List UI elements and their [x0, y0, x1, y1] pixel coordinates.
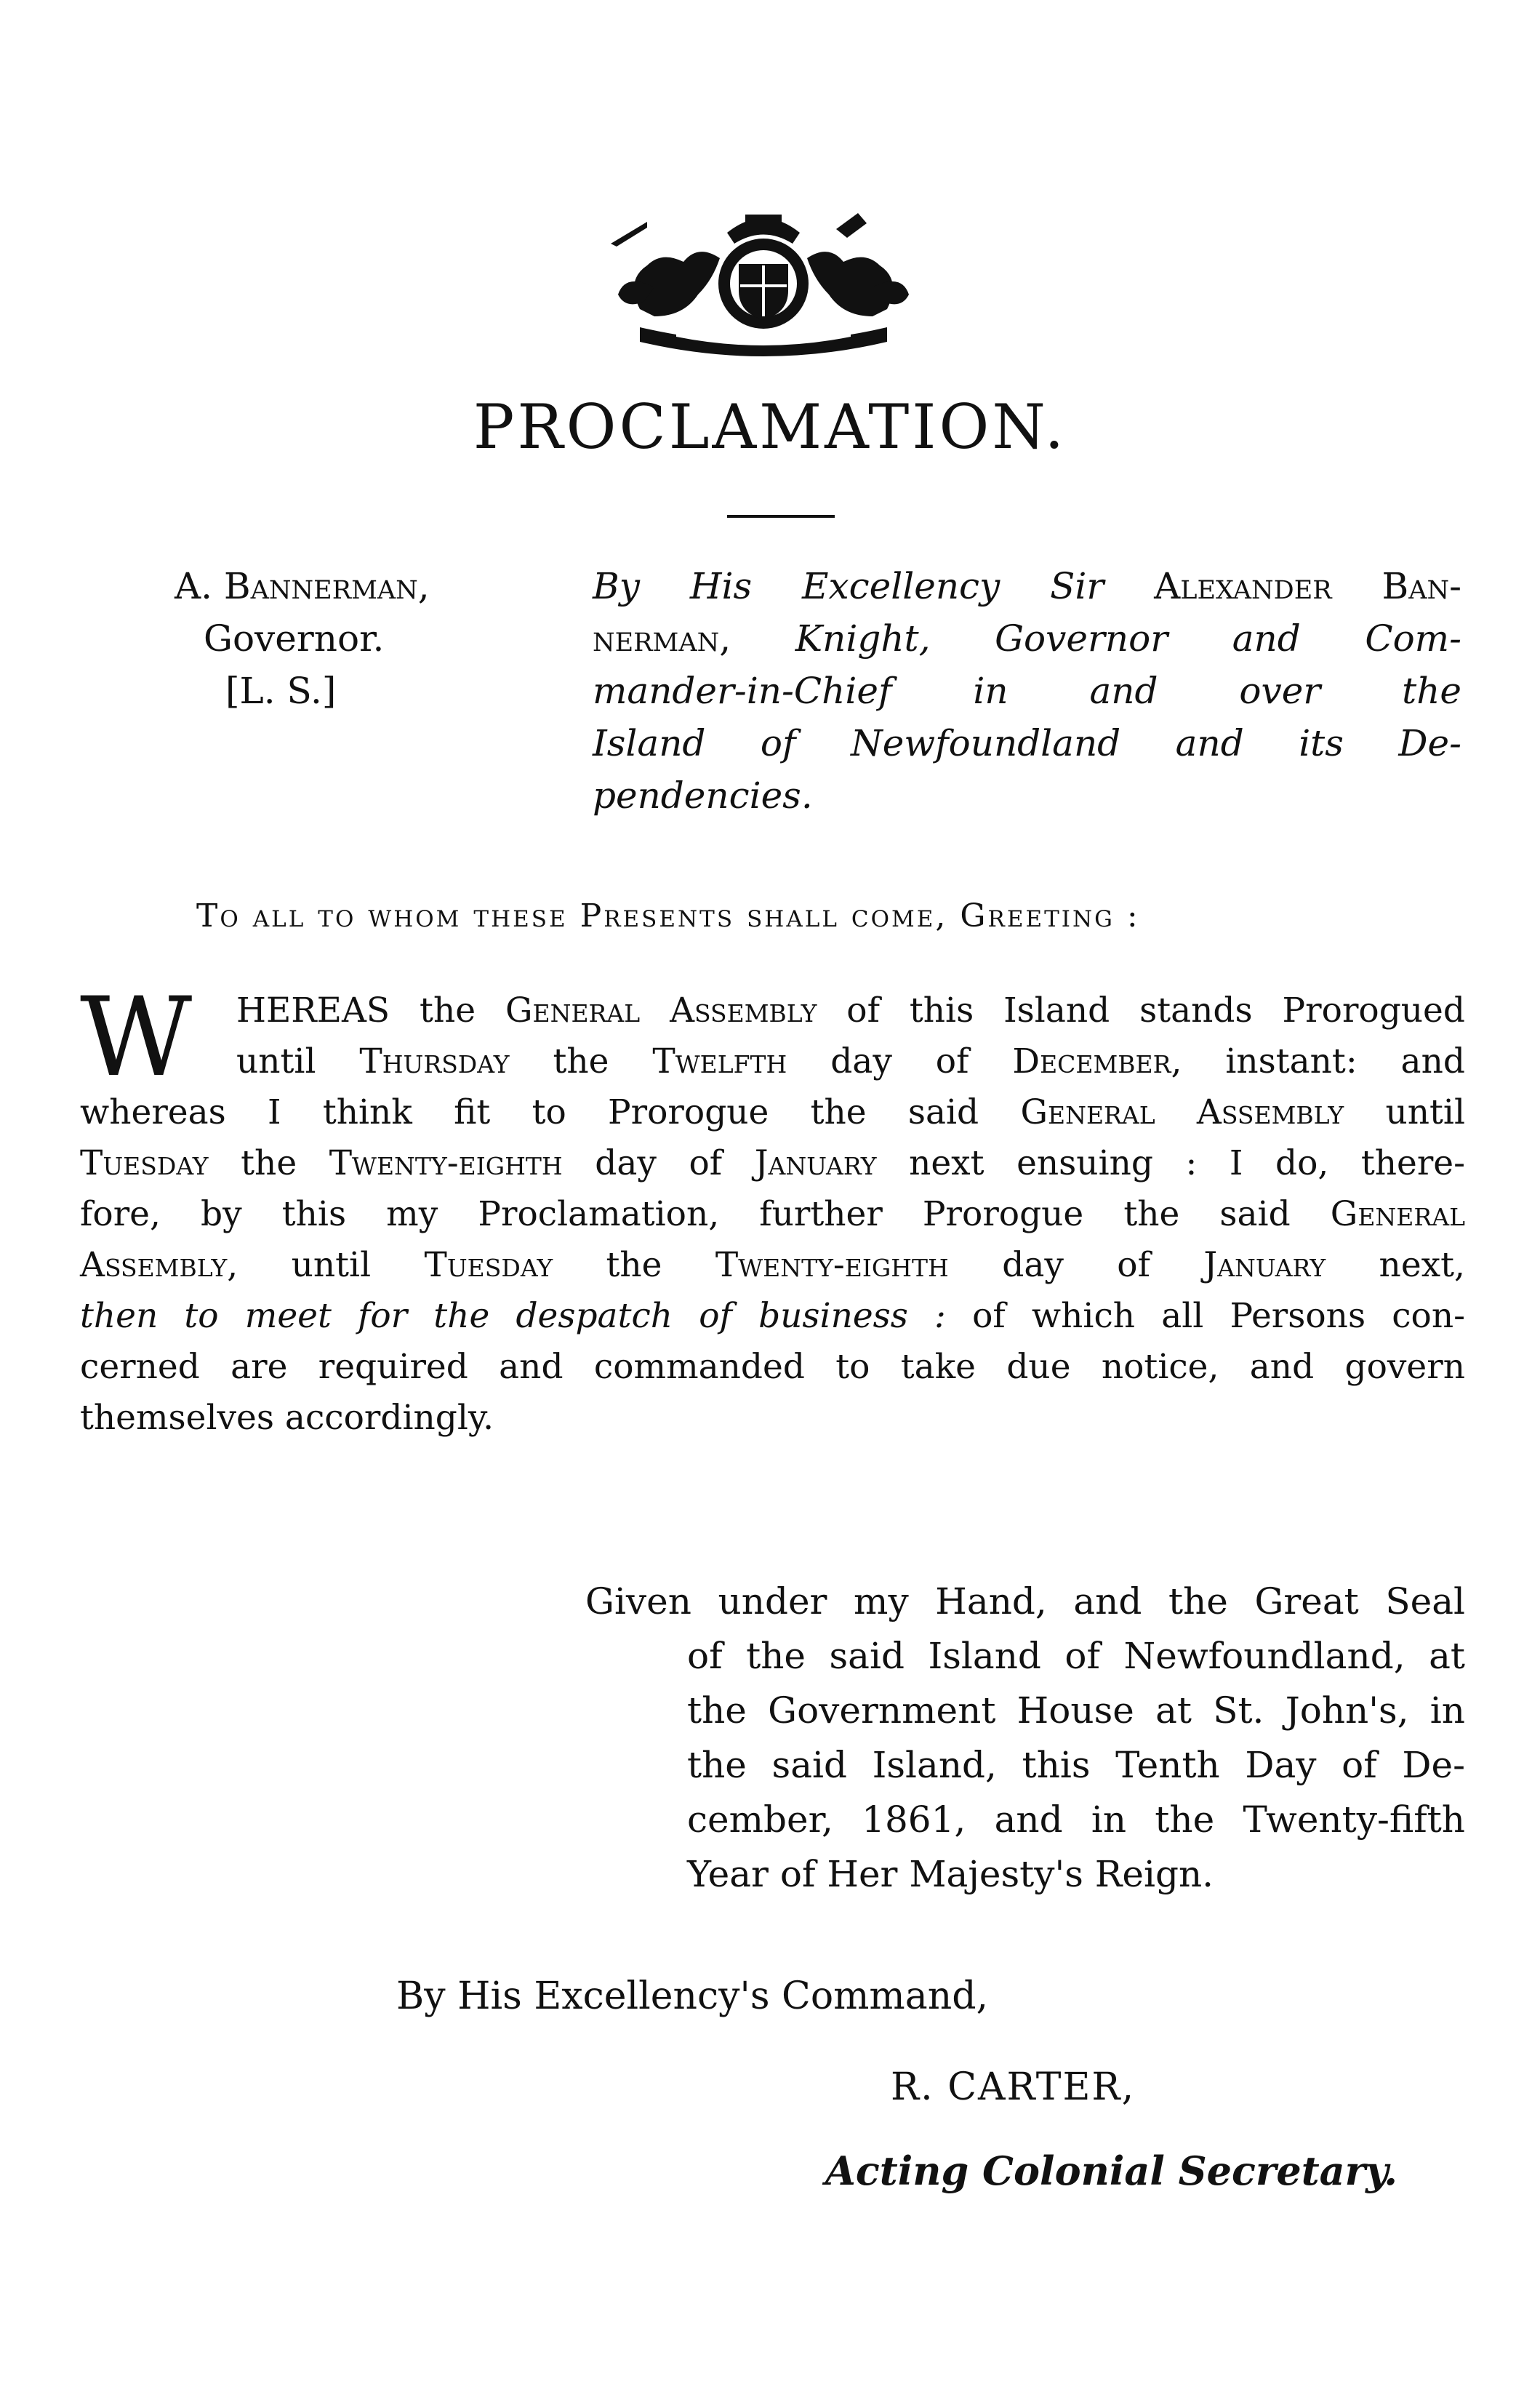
seal-mark: [L. S.] [225, 670, 337, 712]
given-line-6: Year of Her Majesty's Reign. [687, 1853, 1214, 1895]
command-line: By His Excellency's Command, [396, 1974, 989, 2018]
body-line-2: until Thursday the Twelfth day of December, instant: and [236, 1041, 1465, 1081]
royal-coat-of-arms-icon [596, 200, 931, 367]
body-line-7: then to meet for the despatch of business : of which all Persons con- [80, 1296, 1465, 1336]
governor-role: Governor. [204, 617, 385, 660]
body-line-9: themselves accordingly. [80, 1398, 494, 1438]
title-line-1: By His Excellency Sir Alexander Ban- [593, 565, 1461, 607]
signer-office: Acting Colonial Secretary. [825, 2148, 1398, 2194]
title-divider [727, 515, 835, 518]
title-line-5: pendencies. [593, 775, 813, 817]
title-line-4: Island of Newfoundland and its De- [593, 722, 1461, 764]
body-line-1: HEREAS the General Assembly of this Island stands Prorogued [236, 991, 1465, 1031]
given-line-2: of the said Island of Newfoundland, at [687, 1635, 1465, 1677]
given-line-4: the said Island, this Tenth Day of De- [687, 1744, 1465, 1786]
body-line-4: Tuesday the Twenty-eighth day of January next ensuing : I do, there- [80, 1143, 1466, 1183]
proclamation-body [80, 975, 1466, 1444]
given-line-3: the Government House at St. John's, in [687, 1689, 1465, 1732]
body-line-8: cerned are required and commanded to take due notice, and govern [80, 1347, 1465, 1387]
signer-name: R. CARTER, [891, 2065, 1136, 2109]
given-line-1: Given under my Hand, and the Great Seal [585, 1580, 1465, 1622]
governor-title-block [593, 560, 1461, 822]
title-line-3: mander-in-Chief in and over the [593, 670, 1461, 712]
title-line-2: nerman, Knight, Governor and Com- [593, 617, 1461, 660]
document-title: PROCLAMATION. [473, 391, 1067, 463]
body-line-5: fore, by this my Proclamation, further Prorogue the said General [80, 1194, 1465, 1234]
body-line-6: Assembly, until Tuesday the Twenty-eighth day of January next, [80, 1245, 1465, 1285]
drop-cap: W [80, 975, 193, 1101]
governor-signature-block [175, 560, 480, 717]
given-under-hand-block [585, 1574, 1465, 1902]
given-line-5: cember, 1861, and in the Twenty-fifth [687, 1798, 1465, 1841]
greeting-line: To all to whom these Presents shall come, Greeting : [196, 897, 1140, 935]
governor-name: A. Bannerman, [175, 565, 430, 607]
body-line-3: whereas I think fit to Prorogue the said General Assembly until [80, 1092, 1465, 1132]
